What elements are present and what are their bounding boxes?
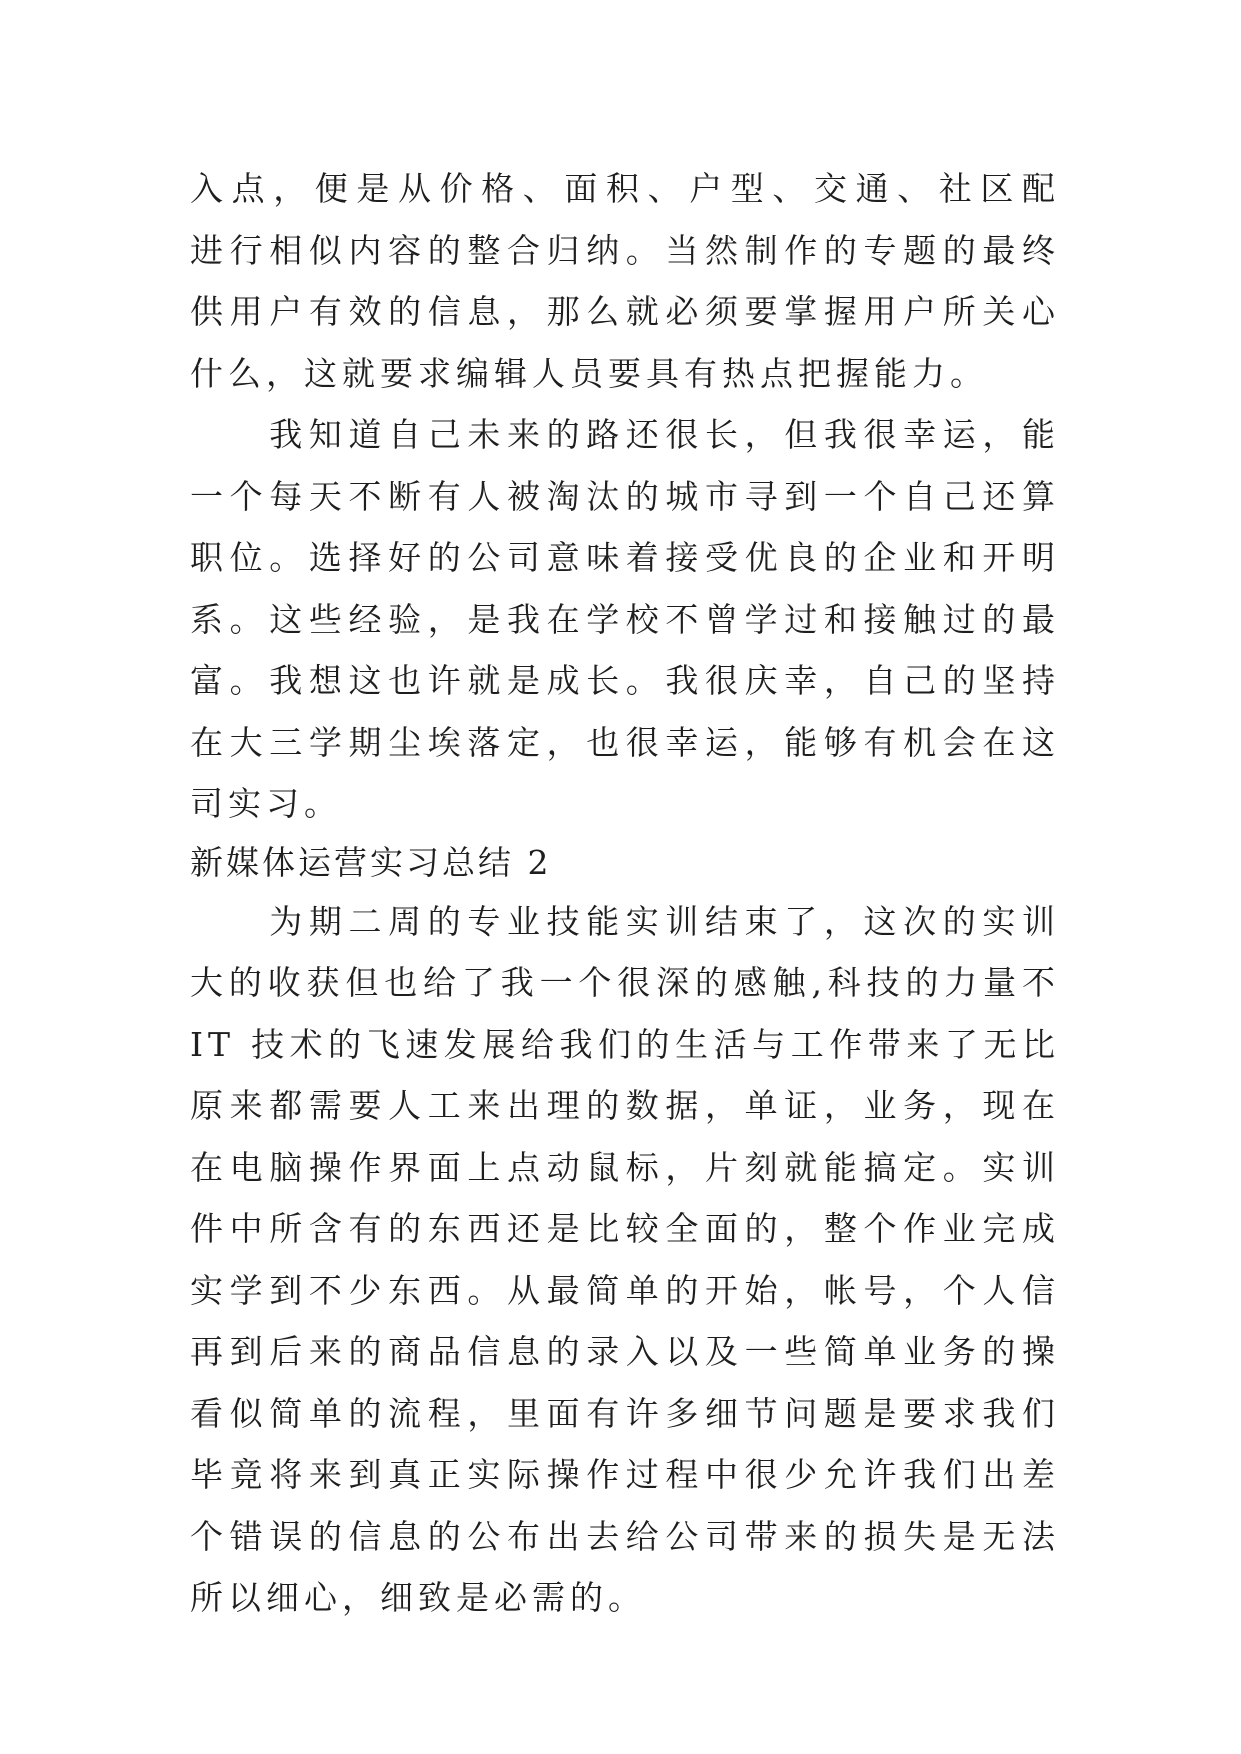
- text-line: 入点，便是从价格、面积、户型、交通、社区配: [190, 169, 1060, 208]
- text-line: 个错误的信息的公布出去给公司带来的损失是无法: [190, 1516, 1060, 1556]
- text-line: 看似简单的流程，里面有许多细节问题是要求我们: [190, 1393, 1060, 1433]
- text-line: 一个每天不断有人被淘汰的城市寻到一个自己还算: [190, 476, 1060, 516]
- text-line: 职位。选择好的公司意味着接受优良的企业和开明: [190, 538, 1060, 577]
- text-line: 进行相似内容的整合归纳。当然制作的专题的最终: [190, 230, 1060, 270]
- text-line: 在电脑操作界面上点动鼠标，片刻就能搞定。实训: [190, 1147, 1060, 1187]
- text-line: 富。我想这也许就是成长。我很庆幸，自己的坚持: [190, 661, 1060, 700]
- text-line: 司实习。: [190, 784, 342, 823]
- text-line: 毕竟将来到真正实际操作过程中很少允许我们出差: [190, 1455, 1060, 1494]
- text-line: 在大三学期尘埃落定，也很幸运，能够有机会在这: [190, 722, 1060, 762]
- text-line: 原来都需要人工来出理的数据，单证，业务，现在: [190, 1086, 1060, 1125]
- text-line: 再到后来的商品信息的录入以及一些简单业务的操: [190, 1332, 1060, 1371]
- text-line: 供用户有效的信息，那么就必须要掌握用户所关心: [190, 292, 1060, 331]
- text-line: 系。这些经验，是我在学校不曾学过和接触过的最: [190, 599, 1060, 639]
- section-heading: 新媒体运营实习总结 2: [190, 842, 552, 882]
- document-body: [190, 158, 1060, 1629]
- text-line: 大的收获但也给了我一个很深的感触,科技的力量不: [190, 963, 1060, 1002]
- text-line: 实学到不少东西。从最简单的开始，帐号，个人信: [190, 1270, 1060, 1310]
- text-line: IT 技术的飞速发展给我们的生活与工作带来了无比: [190, 1024, 1060, 1064]
- paragraph-start-line: 我知道自己未来的路还很长，但我很幸运，能: [269, 415, 1060, 454]
- paragraph-start-line: 为期二周的专业技能实训结束了，这次的实训: [269, 901, 1060, 941]
- text-line: 件中所含有的东西还是比较全面的，整个作业完成: [190, 1209, 1060, 1248]
- text-line: 什么，这就要求编辑人员要具有热点把握能力。: [190, 353, 988, 393]
- text-line: 所以细心，细致是必需的。: [190, 1578, 646, 1617]
